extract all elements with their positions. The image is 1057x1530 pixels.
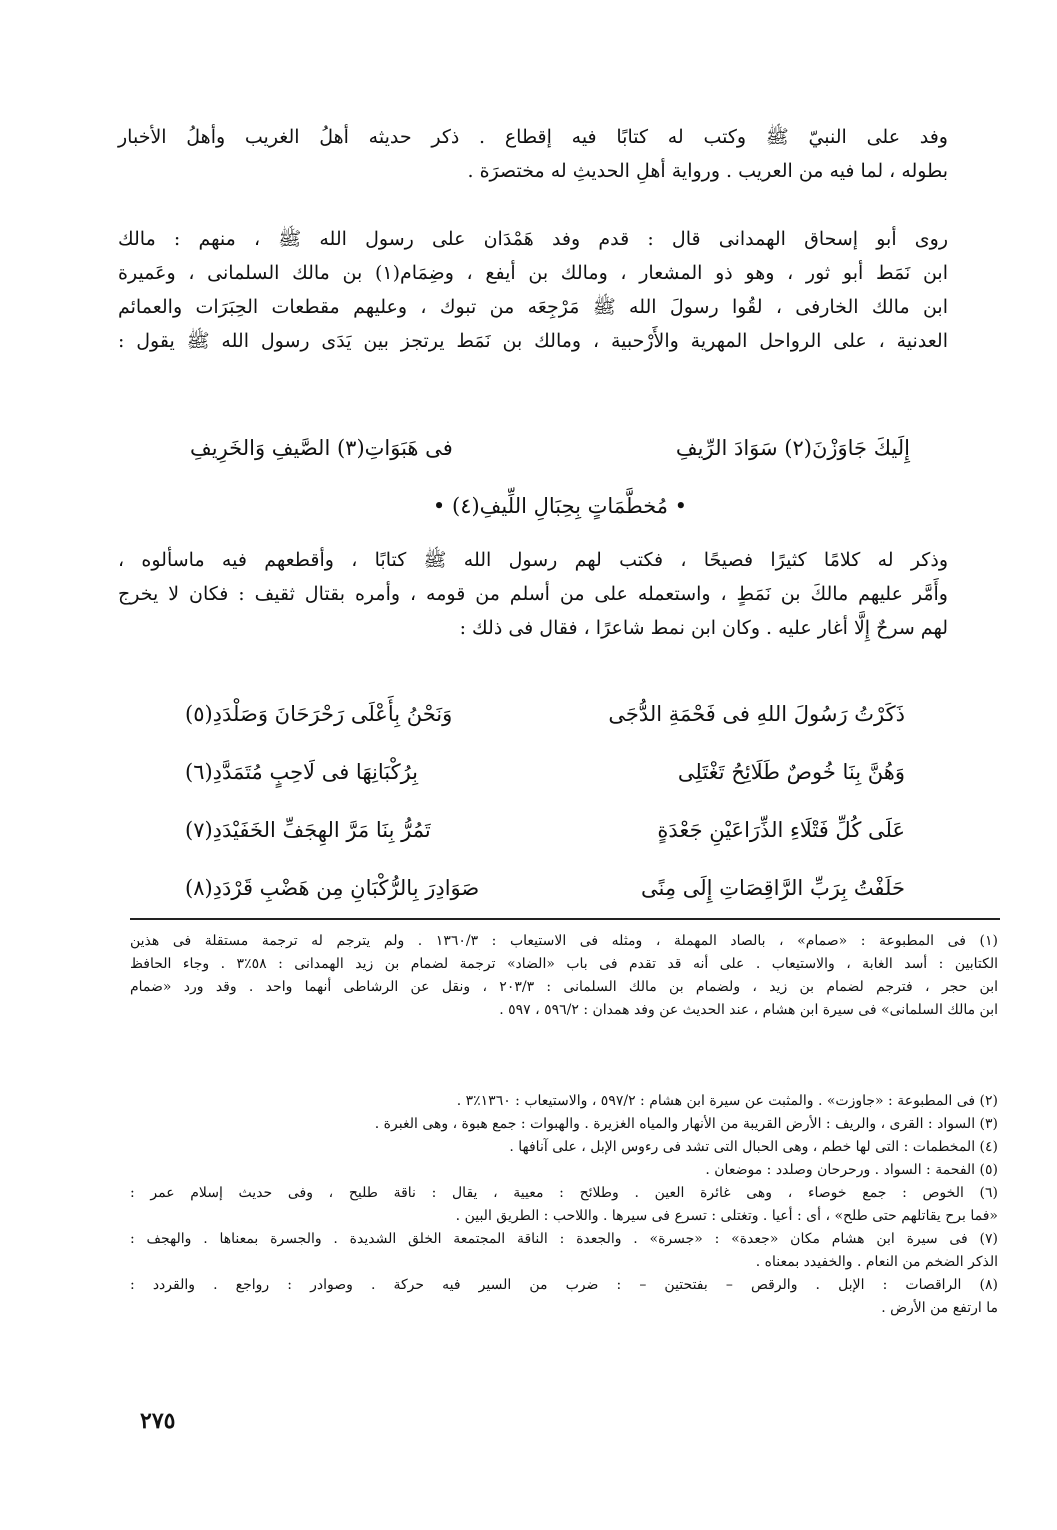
footnote-line: الذكر الضخم من النعام . والخفيدد بمعناه . xyxy=(755,1254,998,1270)
page-number: ٢٧٥ xyxy=(140,1408,176,1434)
text-line: وفد على النبيّ ﷺ وكتب له كتابًا فيه إقطاع . ذكر حديثه أهلُ الغريب وأهلُ الأخبار xyxy=(118,126,948,148)
text-line: ابن مالك الخارفى ، لقُوا رسولَ الله ﷺ مَرْجِعَه من تبوك ، وعليهم مقطعات الحِبَرَات والعمائم xyxy=(118,296,948,318)
footnote-line: (٧) فى سيرة ابن هشام مكان «جعدة» : «جسرة» . والجعدة : الناقة المجتمعة الخلق الشديدة . والجسرة بمعناها . والهجف : xyxy=(130,1231,998,1247)
footnote-line: (٢) فى المطبوعة : «جاوزت» . والمثبت عن سيرة ابن هشام : ٥٩٧/٢ ، والاستيعاب : ١٣٦٠٪٣ . xyxy=(456,1093,998,1109)
verse-hemistich-right: ذَكَرْتُ رَسُولَ اللهِ فى فَحْمَةِ الدُّجَى xyxy=(608,702,905,726)
poem-verse xyxy=(185,760,905,818)
verse-hemistich-left: وَنَحْنُ بِأَعْلَى رَحْرَحَانَ وَصَلْدَدِ(٥) xyxy=(185,702,453,726)
text-line: ابن نَمَط أبو ثور ، وهو ذو المشعار ، ومالك بن أيفع ، وضِمَام(١) بن مالك السلمانى ، وعَميرة xyxy=(118,262,948,284)
text-line: لهم سرحٌ إِلَّا أغار عليه . وكان ابن نمط شاعرًا ، فقال فى ذلك : xyxy=(459,617,948,639)
paragraph-3 xyxy=(118,543,948,645)
verse-hemistich-left: بِرُكْبَانِهَا فى لَاحِبٍ مُتَمَدَّدِ(٦) xyxy=(185,760,419,784)
poem xyxy=(185,702,905,934)
verse-hemistich-right: وَهُنَّ بِنَا خُوصٌ طَلَائِحُ تَغْتَلِى xyxy=(677,760,905,784)
verse-hemistich-left: صَوَادِرَ بِالرُّكْبَانِ مِن هَضْبِ قَرْدَدِ(٨) xyxy=(185,876,480,900)
footnote-line: (٨) الراقصات : الإبل . والرقص – بفتحتين – : ضرب من السير فيه حركة . وصوادر : رواجع . والقردد : xyxy=(130,1277,998,1293)
footnote-line: ابن مالك السلمانى» فى سيرة ابن هشام ، عند الحديث عن وفد همدان : ٥٩٦/٢ ، ٥٩٧ . xyxy=(499,1002,998,1018)
rajaz-verse xyxy=(190,436,910,472)
text-line: روى أبو إسحاق الهمدانى قال : قدم وفد هَمْدَان على رسول الله ﷺ ، منهم : مالك xyxy=(118,228,948,250)
footnote-divider xyxy=(130,918,1000,920)
footnote-1 xyxy=(130,930,998,1022)
text-line: العدنية ، على الرواحل المهرية والأَرْحبية ، ومالك بن نَمَط يرتجز بين يَدَى رسول الله ﷺ يقول : xyxy=(118,330,948,352)
text-line: وذكر له كلامًا كثيرًا فصيحًا ، فكتب لهم رسول الله ﷺ كتابًا ، وأقطعهم فيه ماسألوه ، xyxy=(118,549,948,571)
footnote-line: (٣) السواد : القرى ، والريف : الأرض القريبة من الأنهار والمياه الغزيرة . والهبوات : جمع هبوة ، وهى الغبرة . xyxy=(374,1116,998,1132)
footnote-line: ما ارتفع من الأرض . xyxy=(881,1300,998,1316)
paragraph-1 xyxy=(118,120,948,188)
footnote-line: الكتابين : أسد الغابة ، والاستيعاب . على أنه قد تقدم فى باب «الضاد» ترجمة لضمام بن زيد الهمدانى : ٥٨٪٣ . وجاء الحافظ xyxy=(130,956,998,972)
verse-hemistich-left: تَمُرُّ بِنَا مَرَّ الهِجَفِّ الخَفَيْدَدِ(٧) xyxy=(185,818,431,842)
paragraph-2 xyxy=(118,222,948,358)
rajaz-verse-line-2: • مُخطَّمَاتٍ بِحِبَالِ اللِّيفِ(٤) • xyxy=(432,494,688,518)
footnotes-2-to-8 xyxy=(130,1090,998,1320)
text-line: بطوله ، لما فيه من العريب . ورواية أهلِ الحديثِ له مختصرَة . xyxy=(467,160,948,182)
poem-verse xyxy=(185,876,905,934)
footnote-line: (٤) المخطمات : التى لها خطم ، وهى الحبال التى تشد فى رءوس الإبل ، على آنافها . xyxy=(509,1139,998,1155)
poem-verse xyxy=(185,818,905,876)
verse-hemistich-right: حَلَفْتُ بِرَبِّ الرَّاقِصَاتِ إِلَى مِنًى xyxy=(641,876,905,900)
verse-hemistich-right: إِلَيكَ جَاوَزْنَ(٢) سَوَادَ الرِّيفِ xyxy=(675,436,910,460)
footnote-line: ابن حجر ، فترجم لضمام بن زيد ، ولضمام بن مالك السلمانى : ٢٠٣/٣ ، ونقل عن الرشاطى أنهما واحد . وقد ورد «ضمام xyxy=(130,979,998,995)
poem-verse xyxy=(185,702,905,760)
footnote-line: (٥) الفحمة : السواد . ورحرحان وصلدد : موضعان . xyxy=(705,1162,998,1178)
footnote-line: (١) فى المطبوعة : «صمام» ، بالصاد المهملة ، ومثله فى الاستيعاب : ١٣٦٠/٣ . ولم يترجم له ترجمة مستقلة فى هذين xyxy=(130,933,998,949)
footnote-line: «فما برح يقاتلهم حتى طلح» ، أى : أعيا . وتغتلى : تسرع فى سيرها . واللاحب : الطريق البين . xyxy=(455,1208,998,1224)
footnote-line: (٦) الخوص : جمع خوصاء ، وهى غائرة العين . وطلائح : معيية ، يقال : ناقة طليح ، وفى حديث إسلام عمر : xyxy=(130,1185,998,1201)
verse-hemistich-right: عَلَى كُلِّ فَتْلَاءِ الذِّرَاعَيْنِ جَعْدَةٍ xyxy=(657,818,905,842)
verse-hemistich-left: فى هَبَوَاتِ(٣) الصَّيفِ وَالخَرِيفِ xyxy=(190,436,453,460)
text-line: وأَمَّر عليهم مالكَ بن نَمَطٍ ، واستعمله على من أسلم من قومه ، وأمره بقتال ثقيف : فكان لا يخرج xyxy=(118,583,948,605)
